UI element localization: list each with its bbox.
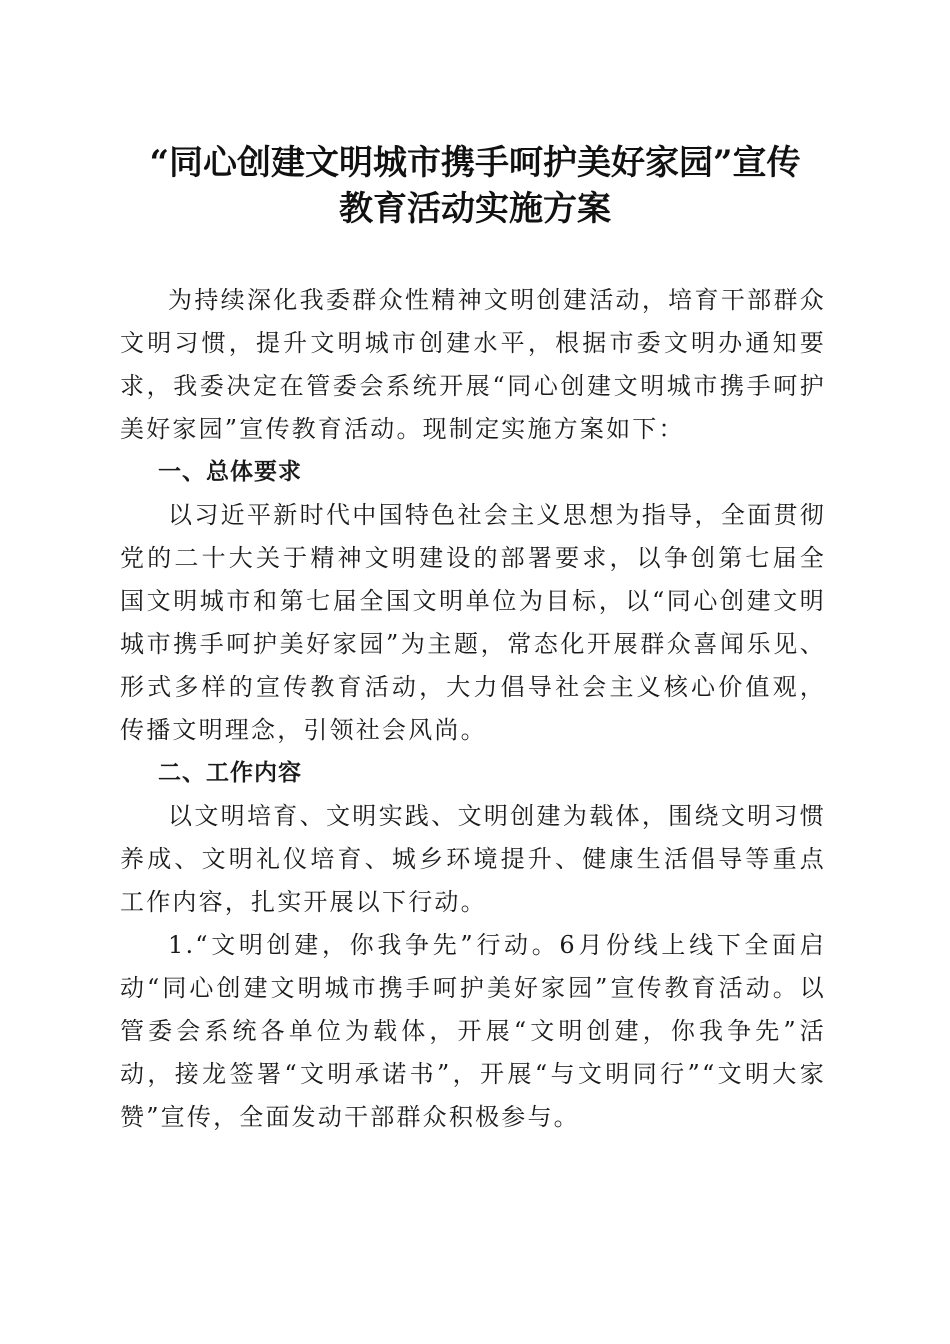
action-item-1-paragraph: 1.“文明创建，你我争先”行动。6月份线上线下全面启动“同心创建文明城市携手呵护美好家园”宣传教育活动。以管委会系统各单位为载体，开展“文明创建，你我争先”活动，接龙签署“文明承诺书”，开展“与文明同行”“文明大家赞”宣传，全面发动干部群众积极参与。 (120, 931, 826, 1131)
title-line-2: 教育活动实施方案 (339, 189, 611, 229)
section-heading-general-requirements: 一、总体要求 (158, 459, 302, 485)
section-heading-work-content: 二、工作内容 (158, 760, 302, 786)
general-requirements-paragraph: 以习近平新时代中国特色社会主义思想为指导，全面贯彻党的二十大关于精神文明建设的部署要求，以争创第七届全国文明城市和第七届全国文明单位为目标，以“同心创建文明城市携手呵护美好家园”为主题，常态化开展群众喜闻乐见、形式多样的宣传教育活动，大力倡导社会主义核心价值观，传播文明理念，引领社会风尚。 (120, 501, 826, 744)
work-content-paragraph: 以文明培育、文明实践、文明创建为载体，围绕文明习惯养成、文明礼仪培育、城乡环境提升、健康生活倡导等重点工作内容，扎实开展以下行动。 (120, 802, 826, 916)
document-title (110, 140, 840, 232)
title-line-1: “同心创建文明城市携手呵护美好家园”宣传 (149, 143, 801, 183)
intro-paragraph: 为持续深化我委群众性精神文明创建活动，培育干部群众文明习惯，提升文明城市创建水平，根据市委文明办通知要求，我委决定在管委会系统开展“同心创建文明城市携手呵护美好家园”宣传教育活动。现制定实施方案如下： (120, 286, 826, 443)
document-body (120, 279, 826, 1139)
